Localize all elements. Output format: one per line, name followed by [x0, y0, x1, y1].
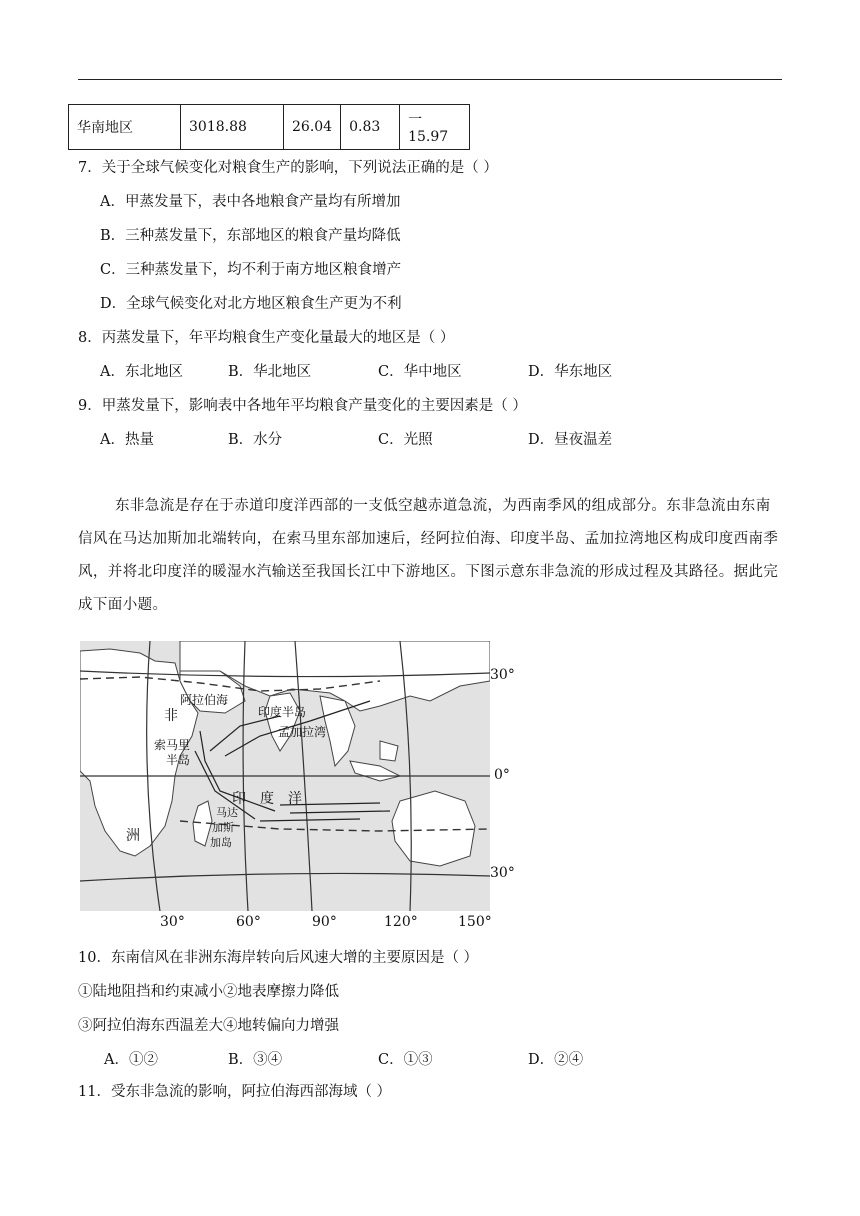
q7-option-a[interactable]: A．甲蒸发量下，表中各地粮食产量均有所增加	[100, 194, 401, 210]
q10-option-c[interactable]: C．①③	[378, 1052, 433, 1068]
q9-stem: 9．甲蒸发量下，影响表中各地年平均粮食产量变化的主要因素是（ ）	[78, 398, 527, 414]
table-cell-c2: 0.83	[341, 105, 400, 150]
q9-option-d[interactable]: D．昼夜温差	[528, 432, 613, 448]
q7-option-d[interactable]: D．全球气候变化对北方地区粮食生产更为不利	[100, 296, 402, 312]
table-cell-region: 华南地区	[69, 105, 181, 150]
q9-option-a[interactable]: A．热量	[100, 432, 154, 448]
lon-label-30: 30°	[160, 914, 185, 930]
map-label-africa-1: 非	[164, 708, 178, 724]
q10-line-2: ③阿拉伯海东西温差大④地转偏向力增强	[78, 1018, 339, 1034]
q8-option-b[interactable]: B．华北地区	[228, 364, 312, 380]
q7-option-c[interactable]: C．三种蒸发量下，均不利于南方地区粮食增产	[100, 262, 402, 278]
lon-label-120: 120°	[384, 914, 418, 930]
map-label-india: 印度半岛	[258, 705, 307, 719]
map-label-madagascar-1: 马达	[216, 806, 238, 819]
q10-stem: 10．东南信风在非洲东海岸转向后风速大增的主要原因是（ ）	[78, 950, 479, 966]
lon-label-150: 150°	[458, 914, 492, 930]
q10-option-b[interactable]: B．③④	[228, 1052, 283, 1068]
header-rule	[78, 79, 782, 80]
q9-option-c[interactable]: C．光照	[378, 432, 433, 448]
q8-option-c[interactable]: C．华中地区	[378, 364, 462, 380]
table-cell-c3: 一 15.97	[400, 105, 470, 150]
map-figure	[80, 641, 515, 911]
q9-option-b[interactable]: B．水分	[228, 432, 283, 448]
map-label-indian-ocean: 印 度 洋	[232, 791, 302, 807]
q10-option-a[interactable]: A．①②	[104, 1052, 158, 1068]
lon-label-90: 90°	[312, 914, 337, 930]
q7-stem: 7．关于全球气候变化对粮食生产的影响，下列说法正确的是（ ）	[78, 160, 498, 176]
map-svg	[80, 641, 490, 911]
q8-option-d[interactable]: D．华东地区	[528, 364, 613, 380]
lat-label-30n: 30°	[490, 667, 515, 683]
passage-text: 东非急流是存在于赤道印度洋西部的一支低空越赤道急流，为西南季风的组成部分。东非急流由东南信风在马达加斯加北端转向，在索马里东部加速后，经阿拉伯海、印度半岛、孟加拉湾地区构成印度西南季风，并将北印度洋的暖湿水汽输送至我国长江中下游地区。下图示意东非急流的形成过程及其路径。据此完成下面小题。	[78, 498, 779, 613]
table-cell-c1: 26.04	[284, 105, 341, 150]
table-row	[69, 105, 470, 150]
map-label-madagascar-3: 加岛	[210, 836, 232, 849]
map-label-africa-2: 洲	[126, 828, 140, 844]
map-label-somali-1: 索马里	[154, 738, 191, 752]
q8-option-a[interactable]: A．东北地区	[100, 364, 183, 380]
map-label-bengal: 孟加拉湾	[278, 725, 327, 739]
lat-label-30s: 30°	[490, 865, 515, 881]
table-cell-total: 3018.88	[181, 105, 284, 150]
q7-option-b[interactable]: B．三种蒸发量下，东部地区的粮食产量均降低	[100, 228, 401, 244]
q8-stem: 8．丙蒸发量下，年平均粮食生产变化量最大的地区是（ ）	[78, 330, 455, 346]
q10-option-d[interactable]: D．②④	[528, 1052, 584, 1068]
map-label-madagascar-2: 加斯	[212, 821, 234, 834]
map-label-arabian-sea: 阿拉伯海	[180, 693, 229, 707]
lon-label-60: 60°	[236, 914, 261, 930]
q10-line-1: ①陆地阻挡和约束减小②地表摩擦力降低	[78, 984, 339, 1000]
data-table	[68, 104, 470, 150]
q11-stem: 11．受东非急流的影响，阿拉伯海西部海域（ ）	[78, 1084, 392, 1100]
lat-label-0: 0°	[494, 767, 510, 783]
map-label-somali-2: 半岛	[166, 753, 191, 767]
